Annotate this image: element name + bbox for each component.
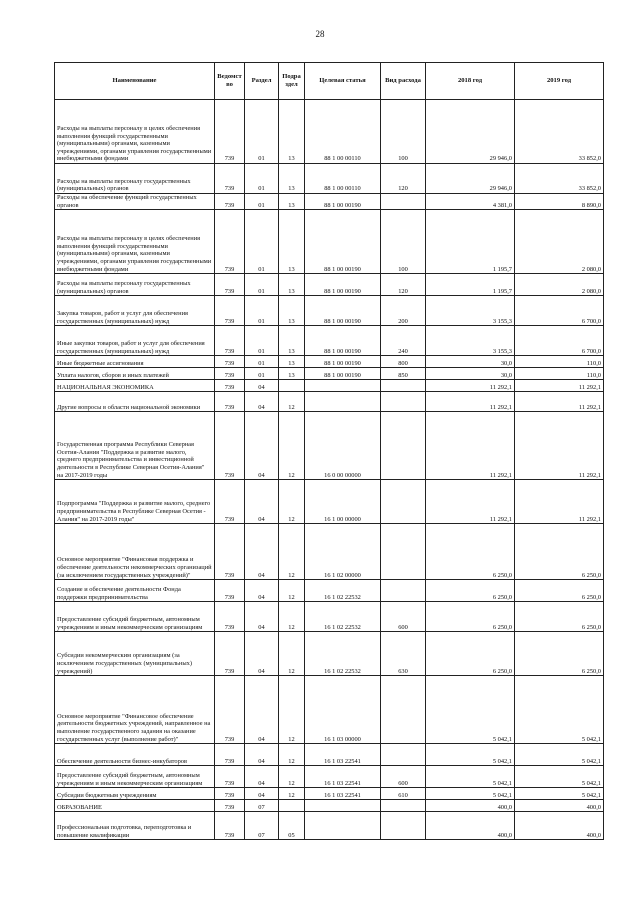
- row-target-article: [305, 380, 381, 392]
- table-row: [55, 164, 604, 194]
- row-amount-2019: 5 042,1: [515, 676, 604, 744]
- row-amount-2019: 5 042,1: [515, 744, 604, 766]
- row-subsection: 05: [279, 812, 305, 840]
- row-subsection: 12: [279, 744, 305, 766]
- row-target-article: 88 1 00 00190: [305, 296, 381, 326]
- row-section: 04: [245, 632, 279, 676]
- row-department: 739: [215, 580, 245, 602]
- row-target-article: 88 1 00 00110: [305, 164, 381, 194]
- row-expense-kind: 600: [381, 766, 426, 788]
- row-amount-2018: 1 195,7: [426, 274, 515, 296]
- row-target-article: [305, 800, 381, 812]
- row-name: Предоставление субсидий бюджетным, автономным учреждениям и иным некоммерческим организациям: [55, 766, 215, 788]
- table-row: [55, 100, 604, 164]
- row-expense-kind: 630: [381, 632, 426, 676]
- row-name: Создание и обеспечение деятельности Фонда поддержки предпринимательства: [55, 580, 215, 602]
- row-subsection: 13: [279, 296, 305, 326]
- row-department: 739: [215, 380, 245, 392]
- row-section: 04: [245, 766, 279, 788]
- row-amount-2019: 6 700,0: [515, 326, 604, 356]
- row-amount-2018: 3 155,3: [426, 296, 515, 326]
- row-amount-2019: 6 250,0: [515, 580, 604, 602]
- row-target-article: 88 1 00 00190: [305, 274, 381, 296]
- table-row: [55, 326, 604, 356]
- row-amount-2019: 11 292,1: [515, 480, 604, 524]
- row-expense-kind: 850: [381, 368, 426, 380]
- row-department: 739: [215, 632, 245, 676]
- row-department: 739: [215, 100, 245, 164]
- row-department: 739: [215, 164, 245, 194]
- row-target-article: 88 1 00 00190: [305, 368, 381, 380]
- row-amount-2019: 110,0: [515, 356, 604, 368]
- row-department: 739: [215, 368, 245, 380]
- row-subsection: 12: [279, 676, 305, 744]
- row-subsection: 12: [279, 602, 305, 632]
- row-amount-2018: 11 292,1: [426, 480, 515, 524]
- row-section: 01: [245, 274, 279, 296]
- row-name: Иные бюджетные ассигнования: [55, 356, 215, 368]
- row-target-article: [305, 812, 381, 840]
- row-department: 739: [215, 744, 245, 766]
- row-department: 739: [215, 812, 245, 840]
- row-target-article: 16 1 03 00000: [305, 676, 381, 744]
- row-expense-kind: [381, 800, 426, 812]
- row-target-article: 16 1 03 22541: [305, 766, 381, 788]
- table-row: [55, 744, 604, 766]
- table-row: [55, 812, 604, 840]
- row-department: 739: [215, 356, 245, 368]
- table-row: [55, 412, 604, 480]
- row-subsection: 12: [279, 766, 305, 788]
- row-amount-2019: 8 890,0: [515, 194, 604, 210]
- row-subsection: 12: [279, 788, 305, 800]
- row-subsection: 12: [279, 524, 305, 580]
- row-department: 739: [215, 602, 245, 632]
- row-amount-2019: 33 852,0: [515, 164, 604, 194]
- row-target-article: 16 1 02 22532: [305, 580, 381, 602]
- row-target-article: 16 1 03 22541: [305, 744, 381, 766]
- row-section: 04: [245, 744, 279, 766]
- row-amount-2018: 30,0: [426, 356, 515, 368]
- row-section: 04: [245, 524, 279, 580]
- table-row: [55, 480, 604, 524]
- row-section: 07: [245, 800, 279, 812]
- row-subsection: [279, 800, 305, 812]
- header-year-2019: 2019 год: [515, 63, 604, 100]
- row-amount-2018: 6 250,0: [426, 580, 515, 602]
- row-amount-2019: 400,0: [515, 800, 604, 812]
- table-row: [55, 602, 604, 632]
- row-name: Субсидии некоммерческим организациям (за исключением государственных (муниципальных) учреждений): [55, 632, 215, 676]
- row-amount-2019: 2 080,0: [515, 210, 604, 274]
- row-name: Подпрограмма "Поддержка и развитие малого, среднего предпринимательства в Республике Северная Осетия - Алания" на 2017-2019 годы": [55, 480, 215, 524]
- row-amount-2018: 6 250,0: [426, 524, 515, 580]
- table-row: [55, 524, 604, 580]
- row-amount-2018: 29 946,0: [426, 164, 515, 194]
- row-section: 04: [245, 412, 279, 480]
- row-expense-kind: [381, 524, 426, 580]
- row-expense-kind: 120: [381, 274, 426, 296]
- row-expense-kind: 100: [381, 210, 426, 274]
- row-subsection: 13: [279, 274, 305, 296]
- row-target-article: 16 1 03 22541: [305, 788, 381, 800]
- table-row: [55, 368, 604, 380]
- row-expense-kind: 120: [381, 164, 426, 194]
- row-amount-2019: 5 042,1: [515, 766, 604, 788]
- row-subsection: 13: [279, 194, 305, 210]
- row-amount-2019: 110,0: [515, 368, 604, 380]
- row-subsection: 12: [279, 480, 305, 524]
- row-subsection: 12: [279, 632, 305, 676]
- row-amount-2019: 6 250,0: [515, 632, 604, 676]
- row-department: 739: [215, 800, 245, 812]
- row-name: ОБРАЗОВАНИЕ: [55, 800, 215, 812]
- row-target-article: 88 1 00 00190: [305, 210, 381, 274]
- header-section: Раздел: [245, 63, 279, 100]
- row-name: Расходы на выплаты персоналу государственных (муниципальных) органов: [55, 164, 215, 194]
- row-department: 739: [215, 326, 245, 356]
- row-target-article: [305, 392, 381, 412]
- row-name: Расходы на выплаты персоналу в целях обеспечения выполнения функций государственными (муниципальными) органами, казенными учреждениями, органами управления государственными внебюджетными фондами: [55, 210, 215, 274]
- row-expense-kind: 240: [381, 326, 426, 356]
- row-section: 01: [245, 194, 279, 210]
- row-target-article: 16 1 02 22532: [305, 632, 381, 676]
- row-section: 04: [245, 602, 279, 632]
- row-amount-2019: 11 292,1: [515, 392, 604, 412]
- table-row: [55, 788, 604, 800]
- row-expense-kind: [381, 380, 426, 392]
- header-subsection: Подра здел: [279, 63, 305, 100]
- row-amount-2018: 1 195,7: [426, 210, 515, 274]
- row-department: 739: [215, 412, 245, 480]
- row-target-article: 88 1 00 00190: [305, 326, 381, 356]
- table-row: [55, 274, 604, 296]
- row-name: Расходы на выплаты персоналу государственных (муниципальных) органов: [55, 274, 215, 296]
- row-section: 04: [245, 580, 279, 602]
- row-expense-kind: [381, 480, 426, 524]
- header-target-article: Целевая статья: [305, 63, 381, 100]
- row-expense-kind: [381, 812, 426, 840]
- row-expense-kind: [381, 676, 426, 744]
- row-name: Профессиональная подготовка, переподготовка и повышение квалификации: [55, 812, 215, 840]
- row-expense-kind: [381, 412, 426, 480]
- row-amount-2018: 3 155,3: [426, 326, 515, 356]
- table-row: [55, 676, 604, 744]
- row-amount-2019: 6 700,0: [515, 296, 604, 326]
- row-section: 04: [245, 392, 279, 412]
- table-row: [55, 296, 604, 326]
- row-section: 01: [245, 296, 279, 326]
- row-amount-2018: 11 292,1: [426, 380, 515, 392]
- row-subsection: 13: [279, 368, 305, 380]
- row-subsection: 12: [279, 580, 305, 602]
- row-section: 04: [245, 676, 279, 744]
- table-row: [55, 210, 604, 274]
- row-subsection: 13: [279, 164, 305, 194]
- row-department: 739: [215, 392, 245, 412]
- table-row: [55, 580, 604, 602]
- row-target-article: 16 1 02 00000: [305, 524, 381, 580]
- header-name: Наименование: [55, 63, 215, 100]
- row-amount-2018: 6 250,0: [426, 632, 515, 676]
- row-target-article: 88 1 00 00190: [305, 194, 381, 210]
- row-department: 739: [215, 274, 245, 296]
- row-section: 01: [245, 210, 279, 274]
- row-section: 04: [245, 380, 279, 392]
- table-row: [55, 380, 604, 392]
- row-amount-2019: 11 292,1: [515, 412, 604, 480]
- row-name: Основное мероприятие "Финансовое обеспечение деятельности бюджетных учреждений, направленное на выполнение государственного задания на оказание государственных услуг (выполнение работ)": [55, 676, 215, 744]
- row-expense-kind: [381, 392, 426, 412]
- table-row: [55, 194, 604, 210]
- row-subsection: 13: [279, 356, 305, 368]
- table-row: [55, 800, 604, 812]
- row-expense-kind: 610: [381, 788, 426, 800]
- row-department: 739: [215, 194, 245, 210]
- row-department: 739: [215, 788, 245, 800]
- row-amount-2018: 5 042,1: [426, 676, 515, 744]
- row-department: 739: [215, 296, 245, 326]
- row-subsection: 12: [279, 412, 305, 480]
- row-amount-2018: 5 042,1: [426, 766, 515, 788]
- row-amount-2019: 33 852,0: [515, 100, 604, 164]
- header-expense-kind: Вид расхода: [381, 63, 426, 100]
- row-section: 01: [245, 326, 279, 356]
- row-subsection: 13: [279, 210, 305, 274]
- row-amount-2018: 11 292,1: [426, 412, 515, 480]
- row-amount-2019: 6 250,0: [515, 602, 604, 632]
- row-expense-kind: 800: [381, 356, 426, 368]
- row-name: Основное мероприятие "Финансовая поддержка и обеспечение деятельности некоммерческих организаций (за исключением государственных учреждений)": [55, 524, 215, 580]
- row-subsection: 13: [279, 100, 305, 164]
- row-amount-2018: 30,0: [426, 368, 515, 380]
- row-target-article: 88 1 00 00190: [305, 356, 381, 368]
- row-name: Иные закупки товаров, работ и услуг для обеспечения государственных (муниципальных) нужд: [55, 326, 215, 356]
- row-department: 739: [215, 524, 245, 580]
- row-section: 01: [245, 356, 279, 368]
- row-amount-2019: 5 042,1: [515, 788, 604, 800]
- row-name: Расходы на обеспечение функций государственных органов: [55, 194, 215, 210]
- row-department: 739: [215, 210, 245, 274]
- row-name: Предоставление субсидий бюджетным, автономным учреждениям и иным некоммерческим организациям: [55, 602, 215, 632]
- row-amount-2018: 400,0: [426, 800, 515, 812]
- row-name: Государственная программа Республики Северная Осетия-Алания "Поддержка и развитие малого, среднего предпринимательства и инвестиционной деятельности в Республике Северная Осетия-Алания" на 2017-2019 годы: [55, 412, 215, 480]
- row-amount-2018: 29 946,0: [426, 100, 515, 164]
- row-expense-kind: [381, 580, 426, 602]
- row-amount-2018: 400,0: [426, 812, 515, 840]
- row-target-article: 16 1 02 22532: [305, 602, 381, 632]
- row-name: Уплата налогов, сборов и иных платежей: [55, 368, 215, 380]
- row-department: 739: [215, 676, 245, 744]
- row-expense-kind: [381, 194, 426, 210]
- table-row: [55, 632, 604, 676]
- row-expense-kind: [381, 744, 426, 766]
- row-name: НАЦИОНАЛЬНАЯ ЭКОНОМИКА: [55, 380, 215, 392]
- row-section: 01: [245, 368, 279, 380]
- header-department: Ведомст во: [215, 63, 245, 100]
- header-year-2018: 2018 год: [426, 63, 515, 100]
- budget-table: [54, 62, 604, 840]
- row-target-article: 88 1 00 00110: [305, 100, 381, 164]
- row-section: 01: [245, 164, 279, 194]
- row-section: 01: [245, 100, 279, 164]
- row-name: Другие вопросы в области национальной экономики: [55, 392, 215, 412]
- row-amount-2018: 4 381,0: [426, 194, 515, 210]
- row-target-article: 16 0 00 00000: [305, 412, 381, 480]
- row-name: Субсидии бюджетным учреждениям: [55, 788, 215, 800]
- row-name: Обеспечение деятельности бизнес-инкубаторов: [55, 744, 215, 766]
- row-department: 739: [215, 480, 245, 524]
- row-amount-2019: 400,0: [515, 812, 604, 840]
- row-expense-kind: 200: [381, 296, 426, 326]
- row-section: 07: [245, 812, 279, 840]
- row-name: Закупка товаров, работ и услуг для обеспечения государственных (муниципальных) нужд: [55, 296, 215, 326]
- row-amount-2019: 11 292,1: [515, 380, 604, 392]
- row-subsection: [279, 380, 305, 392]
- row-expense-kind: 100: [381, 100, 426, 164]
- page-number: 28: [315, 29, 325, 39]
- row-section: 04: [245, 788, 279, 800]
- table-header-row: [55, 63, 604, 100]
- row-expense-kind: 600: [381, 602, 426, 632]
- row-amount-2019: 6 250,0: [515, 524, 604, 580]
- table-row: [55, 392, 604, 412]
- row-target-article: 16 1 00 00000: [305, 480, 381, 524]
- row-amount-2018: 5 042,1: [426, 788, 515, 800]
- row-department: 739: [215, 766, 245, 788]
- row-amount-2018: 6 250,0: [426, 602, 515, 632]
- row-amount-2019: 2 080,0: [515, 274, 604, 296]
- row-name: Расходы на выплаты персоналу в целях обеспечения выполнения функций государственными (муниципальными) органами, казенными учреждениями, органами управления государственными внебюджетными фондами: [55, 100, 215, 164]
- row-section: 04: [245, 480, 279, 524]
- row-subsection: 12: [279, 392, 305, 412]
- row-subsection: 13: [279, 326, 305, 356]
- row-amount-2018: 11 292,1: [426, 392, 515, 412]
- table-row: [55, 766, 604, 788]
- row-amount-2018: 5 042,1: [426, 744, 515, 766]
- table-row: [55, 356, 604, 368]
